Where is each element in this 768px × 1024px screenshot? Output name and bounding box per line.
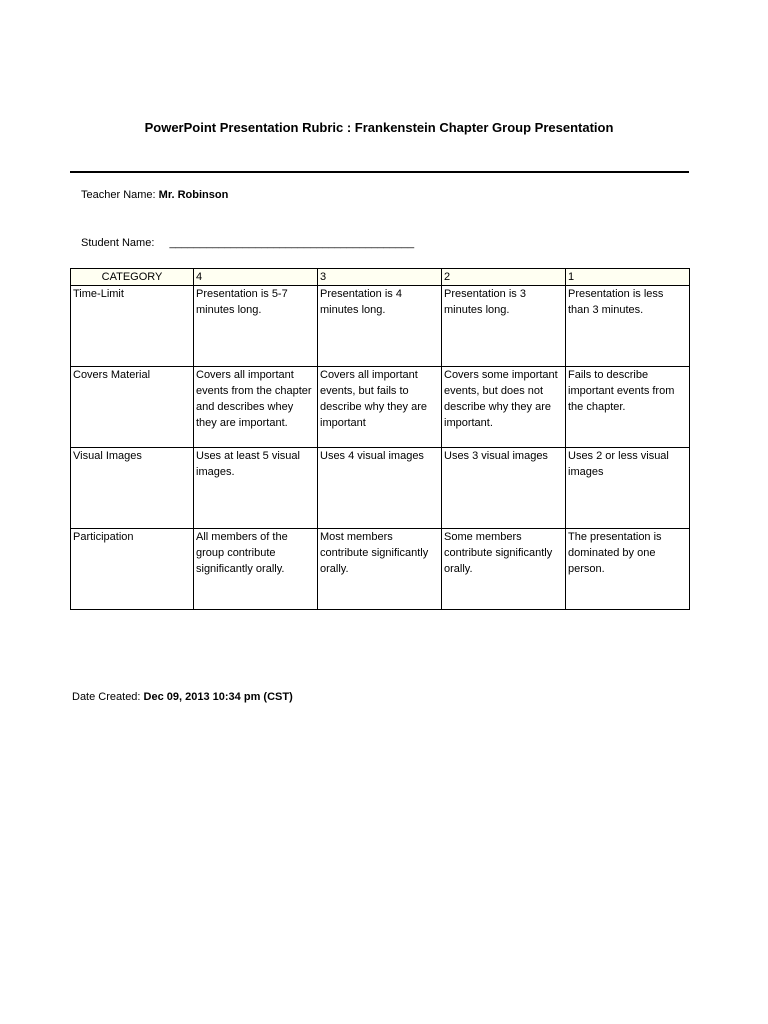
student-name-blank: ________________________________________: [169, 237, 415, 249]
table-row: [71, 529, 690, 610]
table-cell: Presentation is less than 3 minutes.: [566, 286, 690, 367]
header-score-2: 2: [442, 269, 566, 286]
rubric-header-row: [71, 269, 690, 286]
table-row: [71, 448, 690, 529]
table-row: [71, 367, 690, 448]
table-cell: Covers all important events from the chapter and describes whey they are important.: [194, 367, 318, 448]
table-row: [71, 286, 690, 367]
table-cell: Covers all important events, but fails to describe why they are important: [318, 367, 442, 448]
row-category: Participation: [71, 529, 194, 610]
table-cell: Uses 2 or less visual images: [566, 448, 690, 529]
date-created-label: Date Created:: [72, 691, 141, 703]
table-cell: Covers some important events, but does not describe why they are important.: [442, 367, 566, 448]
student-name-field: [81, 237, 414, 249]
table-cell: Uses 3 visual images: [442, 448, 566, 529]
date-created-value: Dec 09, 2013 10:34 pm (CST): [143, 691, 293, 703]
table-cell: Presentation is 5-7 minutes long.: [194, 286, 318, 367]
rubric-table: [70, 268, 690, 610]
teacher-name-field: [81, 189, 228, 201]
row-category: Visual Images: [71, 448, 194, 529]
header-score-3: 3: [318, 269, 442, 286]
date-created-field: [72, 691, 293, 703]
table-cell: Presentation is 3 minutes long.: [442, 286, 566, 367]
page-title: PowerPoint Presentation Rubric : Frankenstein Chapter Group Presentation: [144, 120, 614, 135]
teacher-name-value: Mr. Robinson: [158, 189, 229, 201]
header-category: CATEGORY: [71, 269, 194, 286]
table-cell: Uses at least 5 visual images.: [194, 448, 318, 529]
title-divider: [70, 171, 689, 173]
teacher-name-label: Teacher Name:: [81, 189, 156, 201]
table-cell: All members of the group contribute significantly orally.: [194, 529, 318, 610]
student-name-label: Student Name:: [81, 237, 155, 249]
row-category: Covers Material: [71, 367, 194, 448]
row-category: Time-Limit: [71, 286, 194, 367]
table-cell: Fails to describe important events from the chapter.: [566, 367, 690, 448]
table-cell: Uses 4 visual images: [318, 448, 442, 529]
header-score-4: 4: [194, 269, 318, 286]
table-cell: Some members contribute significantly orally.: [442, 529, 566, 610]
table-cell: Presentation is 4 minutes long.: [318, 286, 442, 367]
header-score-1: 1: [566, 269, 690, 286]
table-cell: The presentation is dominated by one person.: [566, 529, 690, 610]
table-cell: Most members contribute significantly orally.: [318, 529, 442, 610]
